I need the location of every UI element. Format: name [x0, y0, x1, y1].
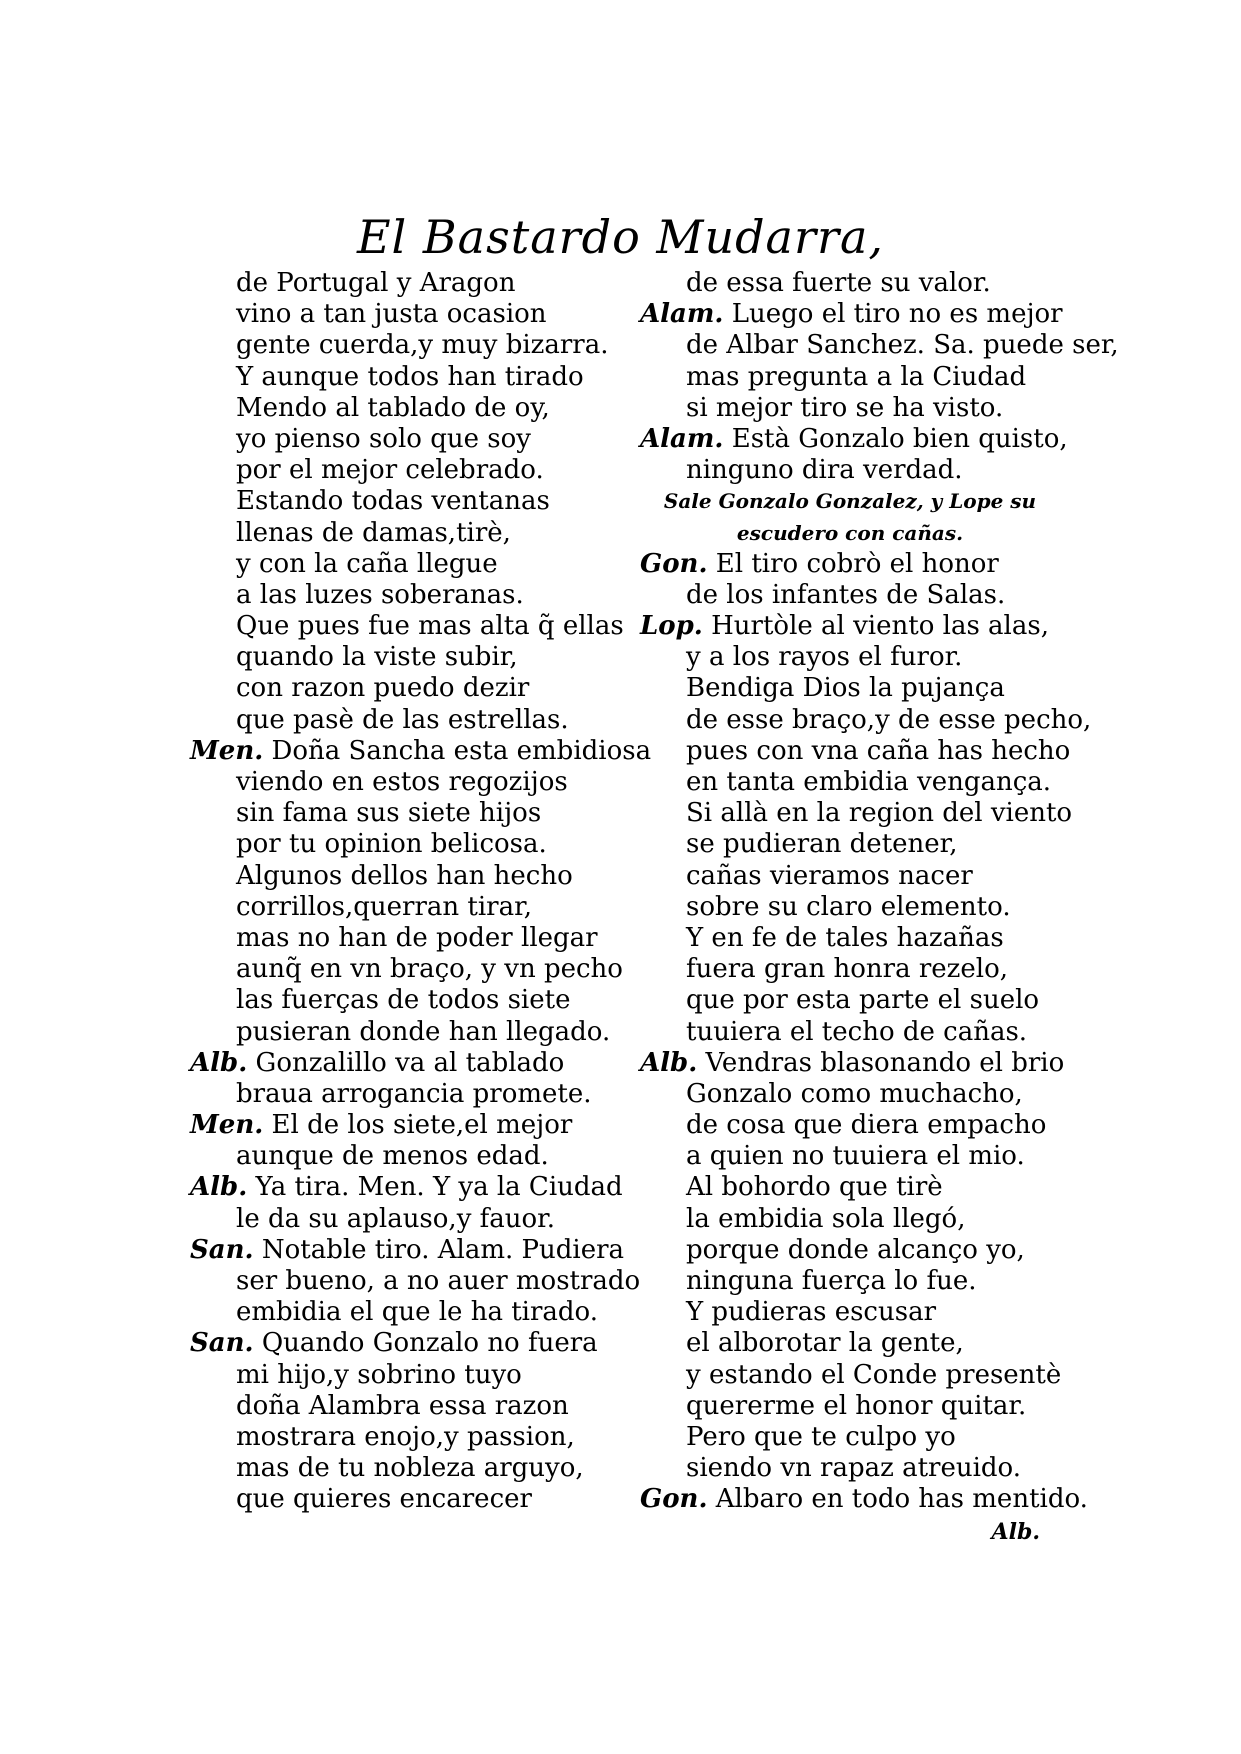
verse-text: El tiro cobrò el honor	[715, 548, 999, 579]
verse-text: Y en fe de tales hazañas	[686, 922, 1004, 953]
verse-line	[190, 268, 630, 299]
verse-text: que pasè de las estrellas.	[236, 704, 569, 735]
verse-line	[190, 985, 630, 1016]
verse-line	[190, 1328, 630, 1359]
verse-line	[190, 299, 630, 330]
verse-text: Gonzalo como muchacho,	[686, 1078, 1023, 1109]
stage-direction: Sale Gonzalo Gonzalez, y Lope su	[663, 489, 1037, 514]
verse-text: Albaro en todo has mentido.	[715, 1484, 1088, 1515]
verse-line	[640, 1017, 1060, 1048]
verse-text: las fuerças de todos siete	[236, 985, 571, 1016]
verse-text: si mejor tiro se ha visto.	[686, 392, 1004, 423]
verse-text: quererme el honor quitar.	[686, 1390, 1027, 1421]
verse-text: aunq̃ en vn braço, y vn pecho	[236, 954, 623, 985]
verse-text: Al bohordo que tirè	[686, 1172, 943, 1203]
page-title: El Bastardo Mudarra,	[356, 210, 885, 264]
verse-line	[640, 455, 1060, 486]
verse-line	[640, 642, 1060, 673]
verse-line	[190, 735, 652, 767]
verse-text: Luego el tiro no es mejor	[731, 299, 1063, 330]
verse-line	[640, 299, 1063, 330]
verse-line	[640, 611, 1060, 642]
verse-line	[190, 673, 630, 704]
verse-text: Que pues fue mas alta q̃ ellas	[236, 611, 624, 642]
verse-text: embidia el que le ha tirado.	[236, 1297, 599, 1328]
verse-text: por el mejor celebrado.	[236, 455, 544, 486]
verse-line	[640, 1328, 1060, 1359]
verse-line	[640, 268, 1060, 299]
verse-text: Pero que te culpo yo	[686, 1421, 956, 1452]
verse-text: de Albar Sanchez. Sa. puede ser,	[686, 330, 1119, 361]
verse-text: le da su aplauso,y fauor.	[236, 1203, 556, 1234]
verse-text: de Portugal y Aragon	[236, 268, 516, 298]
verse-text: cañas vieramos nacer	[686, 860, 973, 891]
verse-text: El de los siete,el mejor	[271, 1110, 573, 1141]
verse-text: viendo en estos regozijos	[236, 767, 568, 797]
verse-line	[640, 1172, 1060, 1203]
verse-text: y estando el Conde presentè	[686, 1359, 1062, 1390]
verse-line	[190, 1391, 630, 1422]
verse-line	[640, 330, 1119, 361]
verse-text: la embidia sola llegó,	[686, 1203, 966, 1234]
speaker-label: Alb.	[640, 1047, 698, 1078]
verse-line	[190, 923, 630, 954]
verse-line	[190, 954, 630, 985]
right-column	[640, 268, 1119, 1516]
verse-text: quando la viste subir,	[236, 642, 518, 673]
verse-text: ser bueno, a no auer mostrado	[236, 1266, 641, 1296]
verse-text: yo pienso solo que soy	[236, 423, 531, 454]
verse-text: Y aunque todos han tirado	[236, 361, 584, 392]
verse-text: por tu opinion belicosa.	[236, 829, 547, 860]
verse-text: Quando Gonzalo no fuera	[261, 1328, 598, 1359]
verse-line	[190, 1453, 630, 1484]
verse-line	[640, 861, 1060, 892]
verse-line	[190, 1235, 630, 1266]
verse-text: Estando todas ventanas	[236, 486, 550, 517]
verse-text: mostrara enojo,y passion,	[236, 1421, 575, 1452]
verse-line	[190, 642, 630, 673]
verse-line	[640, 1391, 1060, 1422]
verse-text: y a los rayos el furor.	[686, 642, 963, 673]
verse-line	[640, 393, 1060, 424]
verse-text: pues con vna caña has hecho	[686, 735, 1071, 766]
verse-line	[190, 611, 630, 642]
verse-line	[640, 798, 1073, 829]
verse-line	[640, 1110, 1060, 1141]
verse-line	[190, 1422, 630, 1453]
verse-line	[640, 1141, 1060, 1172]
verse-text: sin fama sus siete hijos	[236, 798, 542, 829]
verse-line	[190, 580, 630, 611]
verse-line	[640, 829, 1060, 860]
verse-line	[190, 455, 630, 486]
verse-line	[190, 829, 630, 860]
verse-line	[190, 1172, 630, 1203]
verse-line	[190, 1048, 630, 1079]
verse-text: Y pudieras escusar	[686, 1297, 937, 1328]
verse-text: mas de tu nobleza arguyo,	[236, 1453, 584, 1484]
verse-text: de cosa que diera empacho	[686, 1110, 1047, 1141]
speaker-label: Men.	[190, 1110, 264, 1141]
verse-text: mas pregunta a la Ciudad	[686, 361, 1027, 392]
speaker-label: Alam.	[640, 299, 724, 330]
speaker-label: Alb.	[190, 1047, 248, 1078]
verse-text: Gonzalillo va al tablado	[255, 1047, 565, 1078]
left-column	[190, 268, 652, 1516]
speaker-label: San.	[190, 1234, 254, 1265]
verse-line	[190, 1079, 630, 1110]
verse-line	[190, 362, 630, 393]
verse-line	[190, 1017, 630, 1048]
verse-line	[640, 735, 1071, 767]
verse-text: de los infantes de Salas.	[686, 579, 1006, 610]
verse-line	[190, 1204, 630, 1235]
verse-line	[640, 1453, 1060, 1484]
verse-line	[190, 798, 630, 829]
verse-line	[640, 704, 1092, 736]
verse-text: doña Alambra essa razon	[236, 1390, 569, 1421]
verse-text: Bendiga Dios la pujança	[686, 673, 1005, 704]
verse-text: que quieres encarecer	[236, 1484, 532, 1515]
verse-text: ninguno dira verdad.	[686, 455, 963, 486]
verse-line	[640, 954, 1060, 985]
verse-text: aunque de menos edad.	[236, 1141, 549, 1172]
verse-line	[640, 892, 1060, 923]
verse-line	[190, 1266, 641, 1297]
verse-line	[190, 486, 630, 517]
verse-line	[190, 892, 630, 923]
verse-line	[190, 518, 630, 549]
speaker-label: San.	[190, 1328, 254, 1359]
verse-text: Està Gonzalo bien quisto,	[731, 423, 1068, 454]
speaker-label: Lop.	[640, 611, 703, 642]
verse-line	[640, 673, 1060, 704]
verse-text: el alborotar la gente,	[686, 1328, 964, 1359]
verse-line	[640, 1360, 1060, 1391]
verse-text: de essa fuerte su valor.	[686, 268, 991, 298]
verse-line	[640, 580, 1060, 611]
verse-line	[640, 767, 1060, 798]
verse-line	[190, 549, 630, 580]
verse-line	[640, 1047, 1065, 1079]
verse-text: a las luzes soberanas.	[236, 579, 524, 610]
verse-line	[190, 861, 630, 892]
verse-line	[190, 1484, 630, 1515]
verse-text: porque donde alcanço yo,	[686, 1234, 1025, 1265]
verse-text: sobre su claro elemento.	[686, 891, 1011, 922]
verse-line	[190, 1360, 630, 1391]
verse-text: Vendras blasonando el brio	[705, 1047, 1065, 1078]
verse-text: Mendo al tablado de oy,	[236, 392, 550, 423]
verse-text: braua arrogancia promete.	[236, 1078, 592, 1109]
verse-text: vino a tan justa ocasion	[236, 299, 547, 330]
verse-text: Hurtòle al viento las alas,	[711, 611, 1049, 642]
verse-text: con razon puedo dezir	[236, 673, 530, 704]
verse-line	[640, 1422, 1060, 1453]
verse-text: llenas de damas,tirè,	[236, 517, 511, 548]
speaker-label: Gon.	[640, 548, 708, 579]
verse-line	[190, 1141, 630, 1172]
verse-text: Algunos dellos han hecho	[236, 860, 573, 891]
verse-text: mi hijo,y sobrino tuyo	[236, 1359, 522, 1390]
verse-text: y con la caña llegue	[236, 548, 498, 579]
speaker-label: Alb.	[190, 1172, 248, 1203]
verse-text: ninguna fuerça lo fue.	[686, 1266, 977, 1296]
verse-line	[190, 705, 630, 736]
verse-text: que por esta parte el suelo	[686, 985, 1040, 1016]
verse-line	[190, 393, 630, 424]
verse-text: a quien no tuuiera el mio.	[686, 1141, 1025, 1172]
verse-line	[190, 1110, 630, 1141]
verse-line	[640, 1297, 1060, 1328]
catchword: Alb.	[991, 1519, 1040, 1545]
verse-line	[640, 362, 1060, 393]
verse-text: fuera gran honra rezelo,	[686, 954, 1009, 985]
verse-text: se pudieran detener,	[686, 829, 958, 860]
verse-text: mas no han de poder llegar	[236, 922, 598, 953]
verse-line	[640, 549, 1060, 580]
verse-line	[190, 767, 630, 798]
verse-text: corrillos,querran tirar,	[236, 891, 532, 922]
verse-line	[640, 1204, 1060, 1235]
verse-line	[190, 1297, 630, 1328]
verse-line	[640, 1266, 1060, 1297]
verse-text: pusieran donde han llegado.	[236, 1016, 611, 1047]
verse-text: gente cuerda,y muy bizarra.	[236, 330, 609, 361]
stage-direction: escudero con cañas.	[736, 520, 964, 545]
verse-text: tuuiera el techo de cañas.	[686, 1016, 1028, 1047]
verse-line	[640, 985, 1060, 1016]
verse-line	[190, 424, 630, 455]
verse-line	[640, 923, 1060, 954]
verse-line	[640, 1484, 1088, 1515]
speaker-label: Gon.	[640, 1484, 708, 1515]
verse-text: Notable tiro. Alam. Pudiera	[261, 1234, 625, 1265]
verse-text: Ya tira. Men. Y ya la Ciudad	[255, 1172, 623, 1203]
verse-text: Doña Sancha esta embidiosa	[271, 735, 652, 766]
verse-line	[190, 330, 630, 361]
verse-line	[640, 1079, 1060, 1110]
speaker-label: Alam.	[640, 423, 724, 454]
verse-text: siendo vn rapaz atreuido.	[686, 1453, 1022, 1484]
verse-line	[640, 423, 1068, 455]
verse-line	[640, 1235, 1060, 1266]
verse-text: de esse braço,y de esse pecho,	[686, 704, 1092, 735]
verse-text: en tanta embidia vengança.	[686, 767, 1052, 797]
speaker-label: Men.	[190, 735, 264, 766]
verse-text: Si allà en la region del viento	[686, 798, 1073, 829]
